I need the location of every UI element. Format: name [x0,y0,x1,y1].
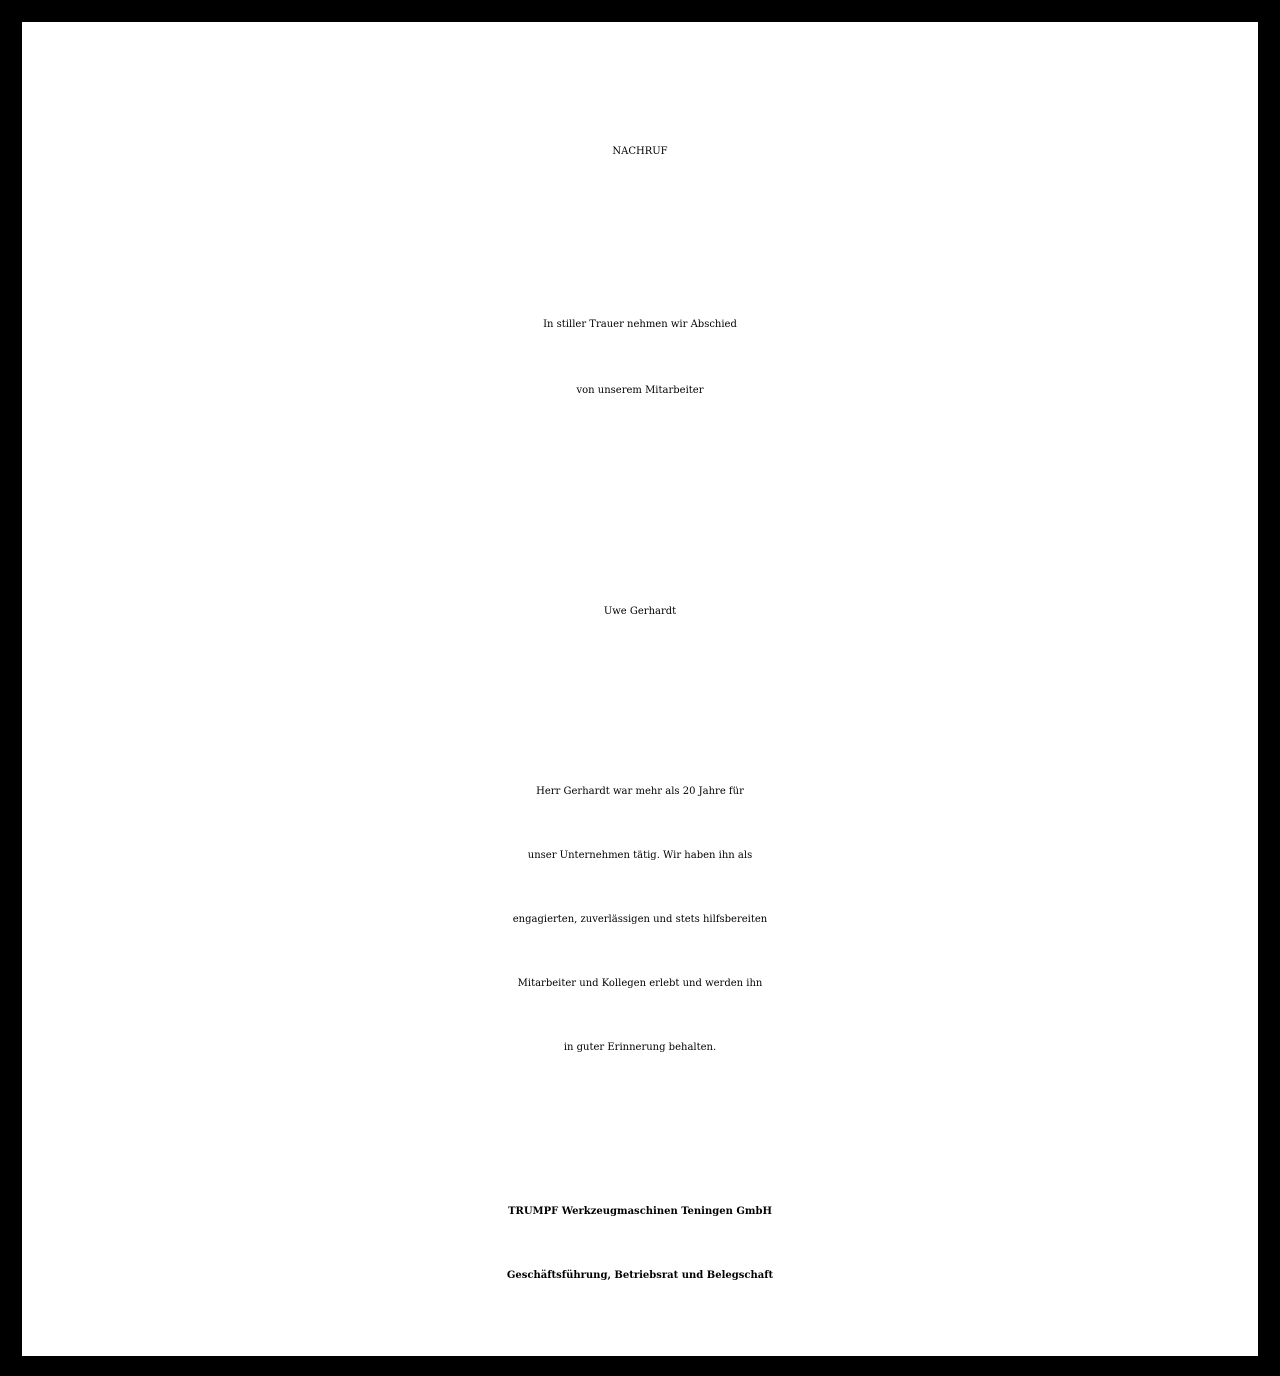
obituary-notice [22,22,1258,1356]
notice-heading: NACHRUF [612,146,668,157]
tribute-line: in guter Erinnerung behalten. [563,1042,717,1053]
signature-departments: Geschäftsführung, Betriebsrat und Belegschaft [506,1270,774,1281]
deceased-name: Uwe Gerhardt [603,606,677,617]
tribute-line: Mitarbeiter und Kollegen erlebt und werden ihn [517,978,763,989]
tribute-line: Herr Gerhardt war mehr als 20 Jahre für [536,786,744,797]
signature-company: TRUMPF Werkzeugmaschinen Teningen GmbH [508,1206,772,1217]
tribute-line: engagierten, zuverlässigen und stets hilfsbereiten [512,914,768,925]
intro-line: von unserem Mitarbeiter [576,385,704,396]
intro-line: In stiller Trauer nehmen wir Abschied [543,319,737,330]
tribute-line: unser Unternehmen tätig. Wir haben ihn als [527,850,753,861]
